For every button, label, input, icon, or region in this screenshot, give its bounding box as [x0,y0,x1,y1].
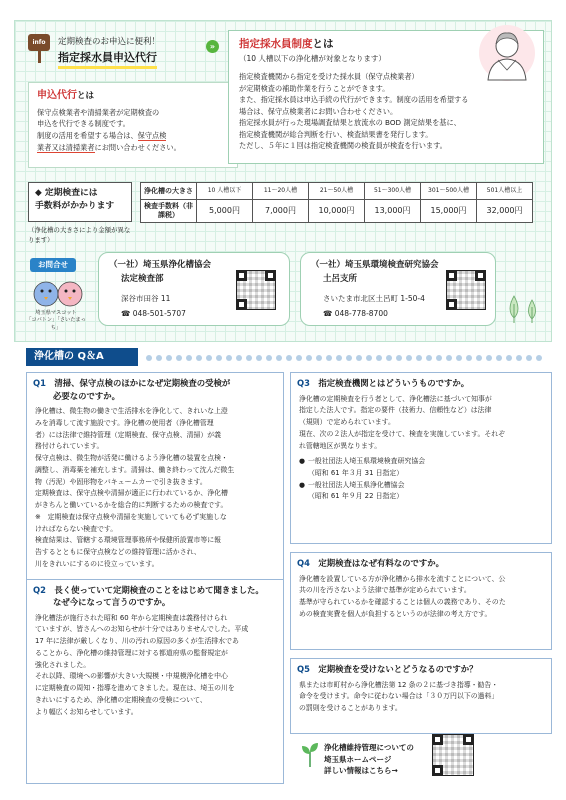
q3-title: Q3 指定検査機関とはどういうものですか。 [297,378,470,388]
q1-title: Q1 清掃、保守点検のほかになぜ定期検査の受検が 必要なのですか。 [33,378,231,401]
fee-note: （浄化槽の大きさにより金額が異なります） [28,226,131,244]
fee-table [140,182,533,223]
q1-block [27,373,283,575]
person-illustration-icon [478,22,536,84]
q3-bullet-2: ● 一般社団法人埼玉県浄化槽協会 [291,480,551,492]
tree-icon [504,294,544,324]
q4-title: Q4 定期検査はなぜ有料なのですか。 [297,558,444,568]
org1-address: 深谷市田谷 11 [121,293,171,303]
q2-answer: 浄化槽法が施行された昭和 60 年から定期検査は義務付けられ ていますが、皆さんへのお知らせが十分ではありませんでした。平成 17 年に法律が厳しくなり、川の汚れの原因の多くが生活排水であ ることから、浄化槽の維持管理に対する都道府県の監督規定が 強化されました。 それ以降、環境への影響が大きい大規模・中規模浄化槽を中心 に定期検査の周知・指導を進めてきました。現在は、埼玉の川を きれいにするため、浄化槽の定期検査の受検について、 より幅広くお知らせしています。 [35,613,249,716]
fee-label: ◆ 定期検査には 手数料がかかります [28,182,132,222]
fee-size-cell: 501人槽以上 [477,183,533,200]
fee-size-cell: 301～500人槽 [421,183,477,200]
proxy-box [28,82,238,168]
bullet-icon: ● [299,480,306,489]
org1-name: （一社）埼玉県浄化槽協会 [109,260,212,270]
sprout-icon [300,740,320,768]
mascot-icon [30,276,86,308]
homepage-qr-code[interactable] [432,734,474,776]
fee-price-cell: 15,000円 [421,200,477,223]
fee-size-cell: 11～20人槽 [253,183,309,200]
notice-title: 指定採水員申込代行 [58,50,157,69]
mascot-caption: 埼玉県マスコット 「コバトン」「さいたまっち」 [26,310,86,331]
notice-line: 定期検査のお申込に便利！ [58,37,161,47]
fee-price-cell: 10,000円 [309,200,365,223]
org2-tel: ☎ 048-778-8700 [323,308,388,318]
org1-qr-code[interactable] [236,270,276,310]
org2-dept: 土呂支所 [323,274,358,285]
proxy-text: 保守点検業者や清掃業者が定期検査の 申込を代行できる制度です。 制度の活用を希望する場合は、保守点検 業者又は清掃業者にお問い合わせください。 [37,107,181,153]
q5-block [290,658,552,734]
proxy-title: 申込代行とは [37,90,95,101]
q5-title: Q5 定期検査を受けないとどうなるのですか？ [297,664,478,674]
qa-left-column [26,372,284,784]
fee-size-row [141,183,533,200]
fee-price-row [141,200,533,223]
org1-dept: 法定検査部 [121,274,164,285]
fee-size-cell: 51～300人槽 [365,183,421,200]
q3-answer: 浄化槽の定期検査を行う者として、浄化槽法に基づいて知事が 指定した法人です。指定の要件（技術力、信頼性など）は法律 （規則）で定められています。 現在、次の２法人が指定を受けて、検査を実施しています。それぞ れ管轄地区が異なります。 [299,394,506,450]
dots-decoration [146,354,546,361]
inquiry-badge: お問合せ [30,258,76,272]
seido-subtitle: （10 人槽以下の浄化槽が対象となります） [239,54,386,64]
fee-price-cell: 7,000円 [253,200,309,223]
phone-icon: ☎ [121,308,131,318]
qa-header: 浄化槽の Q＆A [26,348,138,366]
seido-title: 指定採水員制度とは [239,38,334,50]
fee-size-cell: 21～50人槽 [309,183,365,200]
fee-price-header: 検査手数料（非課税） [141,200,197,223]
qa-right-column [290,372,552,784]
org2-qr-code[interactable] [446,270,486,310]
q4-answer: 浄化槽を設置している方が浄化槽から排水を流すことについて、公 共の川を汚さないよう法律で基準が定められています。 基準が守られているかを確認することは個人の義務であり、そのた めの検査実費を個人が負担するというのが法律の考え方です。 [299,574,506,618]
fee-price-cell: 5,000円 [197,200,253,223]
info-sign-icon: info [28,34,50,64]
q3-bullet-2-date: （昭和 61 年９月 22 日指定） [308,492,404,501]
fee-size-header: 浄化槽の大きさ [141,183,197,200]
q2-title: Q2 長く使っていて定期検査のことをはじめて聞きました。 なぜ今になって言うのですか。 [33,584,264,608]
q3-block [290,372,552,544]
q3-bullet-1-date: （昭和 61 年３月 31 日指定） [308,469,404,478]
bullet-icon: ● [299,457,306,466]
fee-size-cell: 10 人槽以下 [197,183,253,200]
org2-name: （一社）埼玉県環境検査研究協会 [311,260,439,270]
org1-tel: ☎ 048-501-5707 [121,308,186,318]
org2-address: さいたま市北区土呂町 1-50-4 [323,293,425,303]
seido-text: 指定検査機関から指定を受けた採水員（保守点検業者） が定期検査の補助作業を行うことができます。 また、指定採水員は申込手続の代行ができます。制度の活用を希望する 場合は、保守点検業者にお問い合わせください。 指定採水員が行った現場調査結果と放流水の BOD 測定結果を基に、 指定検査機関が総合判断を行い、検査結果書を発行します。 ただし、５年に１回は指定検査機関の検査員が検査を行います。 [239,72,469,151]
footer-text[interactable]: 浄化槽維持管理についての 埼玉県ホームページ 詳しい情報はこちら→ [324,743,414,776]
play-circle-icon: » [206,40,219,53]
q1-answer: 浄化槽は、微生物の働きで生活排水を浄化して、きれいな上澄 みを消毒して流す施設です。浄化槽の使用者（浄化槽管理 者）には法律で維持管理（定期検査、保守点検、清掃）が義 務付けられています。 保守点検は、微生物が活発に働けるよう浄化槽の装置を点検・ 調整し、消毒薬を補充します。清掃は、働き終わって沈んだ微生 物（汚泥）や固形物をバキュームカーで引き抜きます。 定期検査は、保守点検や清掃が適正に行われているか、浄化槽 がきちんと働いているかを総合的に判断するための検査です。 ※ 定期検査は保守点検や清掃を実施していても必ず実施しな ければならない検査です。 検査結果は、管轄する環境管理事務所や保健所設置市等に報 告するとともに保守点検などの維持管理に活かされ、 川をきれいにするのに役立っています。 [35,407,235,568]
q4-block [290,552,552,650]
q5-answer: 県または市町村から浄化槽法第 12 条の２に基づき指導・勧告・ 命令を受けます。命令に従わない場合は「３０万円以下の過料」 の罰則を受けることがあります。 [299,680,499,713]
q3-bullet-1: ● 一般社団法人埼玉県環境検査研究協会 [291,456,551,468]
q2-block [27,579,283,723]
phone-icon: ☎ [323,308,333,318]
fee-price-cell: 32,000円 [477,200,533,223]
fee-price-cell: 13,000円 [365,200,421,223]
